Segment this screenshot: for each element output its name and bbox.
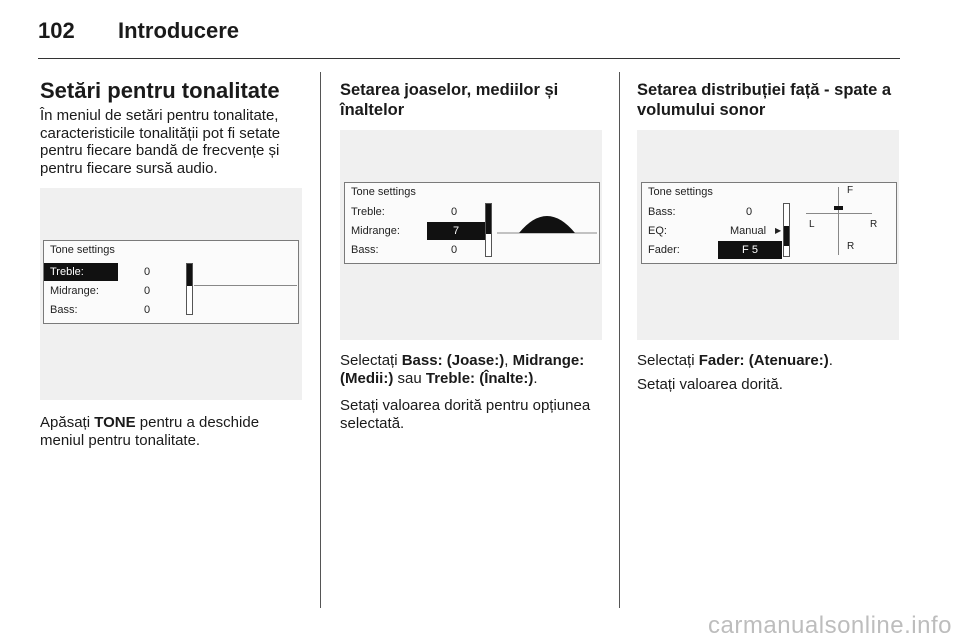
screen-row-label: Bass:	[50, 304, 78, 316]
screen-row-value: 0	[144, 304, 151, 316]
fader-axis-vertical	[838, 187, 839, 255]
header-divider	[38, 58, 900, 59]
col2-screen-photo	[340, 130, 602, 340]
option-treble: Treble: (Înalte:)	[425, 369, 534, 387]
col3-heading: Setarea distribuției față - spate a volumului sonor	[637, 81, 892, 119]
col1-tone-screen	[43, 240, 299, 324]
screen-row-value: Manual	[730, 225, 767, 237]
fader-label-rear: R	[847, 241, 855, 252]
fader-marker	[834, 206, 843, 210]
screen-row-label: Midrange:	[351, 225, 400, 237]
screen-row-label: Midrange:	[50, 285, 99, 297]
option-fader: Fader: (Atenuare:)	[698, 352, 829, 369]
screen-row-label: EQ:	[648, 225, 667, 237]
watermark: carmanualsonline.info	[708, 612, 952, 639]
column-divider-2	[619, 72, 620, 608]
col3-tone-screen	[641, 182, 897, 264]
level-slider	[783, 203, 790, 257]
midrange-curve	[497, 193, 597, 239]
level-slider	[485, 203, 492, 257]
level-slider	[186, 263, 193, 315]
fader-label-front: F	[847, 185, 854, 196]
curve-baseline	[194, 285, 297, 286]
screen-title: Tone settings	[50, 244, 115, 256]
screen-row-label: Bass:	[648, 206, 676, 218]
screen-row-value: 0	[451, 244, 458, 256]
screen-row-label: Treble:	[44, 263, 118, 281]
col1-heading: Setări pentru tonalitate	[40, 78, 280, 103]
section-title: Introducere	[118, 18, 240, 43]
screen-row-value: 0	[144, 285, 151, 297]
col1-screen-photo	[40, 188, 302, 400]
col2-set-instruction: Setați valoarea dorită pentru opțiunea selectată.	[340, 397, 591, 432]
col1-instruction: Apăsați TONE pentru a deschide meniul pentru tonalitate.	[40, 414, 260, 449]
screen-row-value: 0	[144, 266, 151, 278]
screen-row-label: Bass:	[351, 244, 379, 256]
column-divider-1	[320, 72, 321, 608]
fader-label-right: R	[870, 219, 878, 230]
col3-select-instruction: Selectați Fader: (Atenuare:).	[637, 352, 833, 369]
col1-intro: În meniul de setări pentru tonalitate, caracteristicile tonalității pot fi setate pentru fiecare bandă de frecvențe și pentru fiecare sursă audio.	[40, 107, 281, 177]
screen-row-value-selected: 7	[427, 222, 485, 240]
col2-heading: Setarea joaselor, mediilor și înaltelor	[340, 81, 559, 119]
col3-screen-photo	[637, 130, 899, 340]
fader-diagram	[796, 183, 894, 263]
fader-axis-horizontal	[806, 213, 872, 214]
fader-label-left: L	[809, 219, 815, 230]
screen-row-value: 0	[451, 206, 458, 218]
screen-row-label: Fader:	[648, 244, 680, 256]
screen-row-label: Treble:	[351, 206, 385, 218]
screen-row-value-selected: F 5	[718, 241, 782, 259]
page-number: 102	[38, 18, 75, 43]
col2-select-instruction: Selectați Bass: (Joase:), Midrange: (Medii:) sau Treble: (Înalte:).	[340, 352, 585, 387]
screen-row-value: 0	[746, 206, 753, 218]
tone-key: TONE	[94, 414, 136, 431]
option-midrange: Midrange: (Medii:)	[340, 352, 585, 387]
col3-set-instruction: Setați valoarea dorită.	[637, 376, 783, 393]
chevron-right-icon: ▶	[775, 226, 782, 235]
screen-title: Tone settings	[648, 186, 713, 198]
screen-title: Tone settings	[351, 186, 416, 198]
col2-tone-screen	[344, 182, 600, 264]
option-bass: Bass: (Joase:)	[401, 352, 505, 369]
